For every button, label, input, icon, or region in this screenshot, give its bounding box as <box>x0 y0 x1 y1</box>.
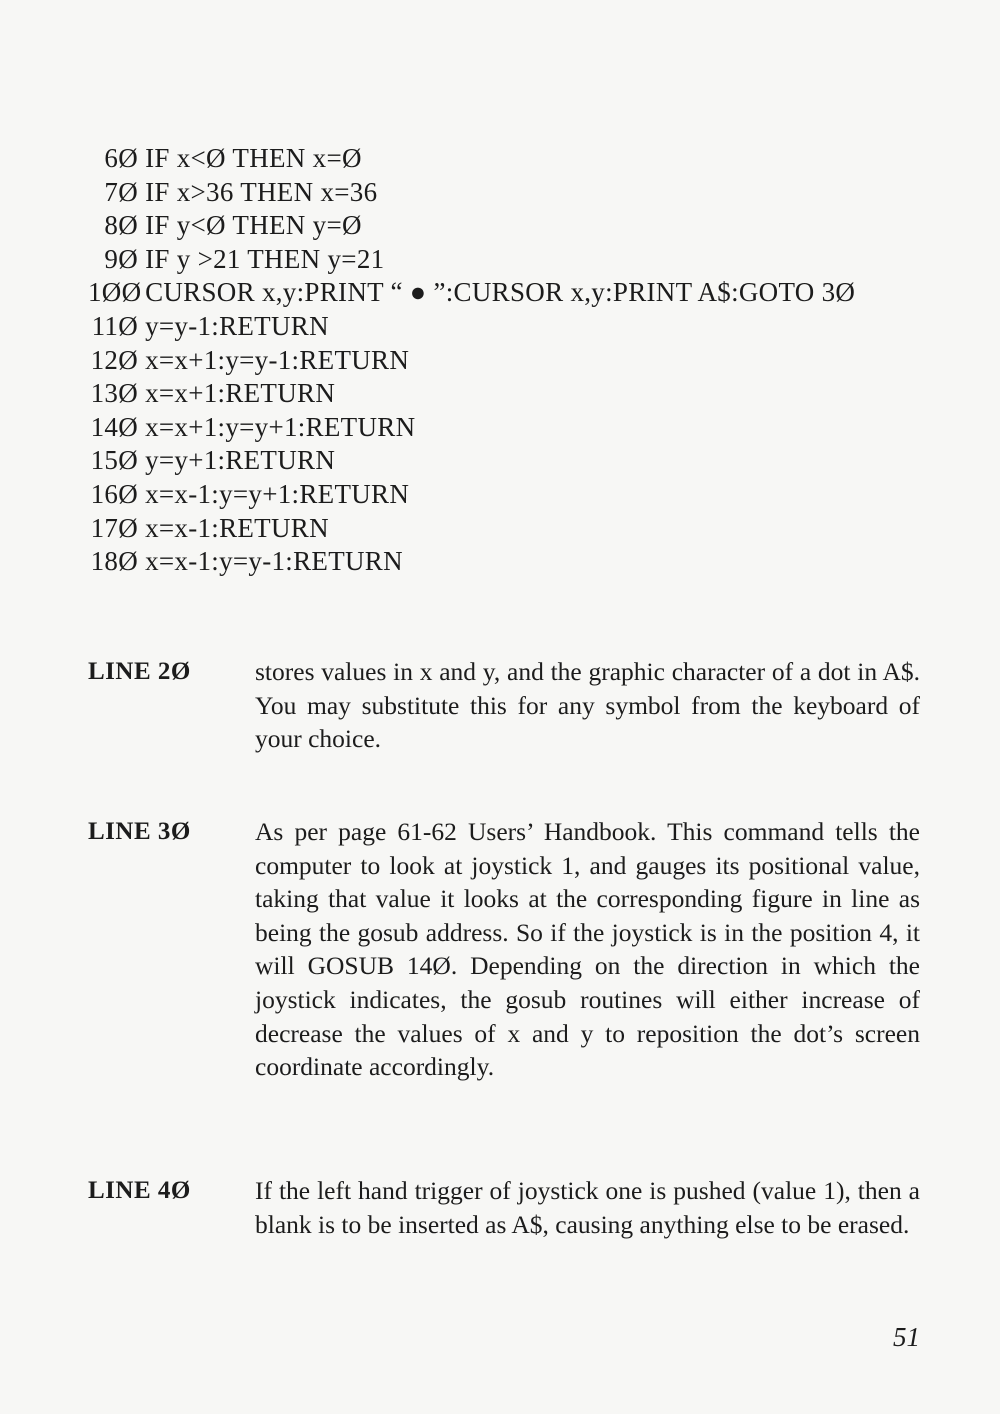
basic-code-listing <box>88 142 938 579</box>
section-label: LINE 4Ø <box>88 1177 191 1204</box>
code-text: IF y<Ø THEN y=Ø <box>145 210 362 241</box>
code-text: x=x+1:y=y-1:RETURN <box>145 344 410 375</box>
code-text: x=x+1:RETURN <box>145 378 336 409</box>
line-number: 1ØØ <box>88 277 142 308</box>
line-number: 8Ø <box>104 210 138 241</box>
code-line <box>88 545 938 579</box>
section-body: If the left hand trigger of joystick one is pushed (value 1), then a blank is to be inserted as A$, causing anything else to be erased. <box>255 1176 920 1239</box>
line-number: 17Ø <box>90 512 138 543</box>
line-number: 11Ø <box>91 310 138 341</box>
line-number: 12Ø <box>90 344 138 375</box>
code-line <box>88 512 938 546</box>
code-line <box>88 377 938 411</box>
code-text: y=y-1:RETURN <box>145 310 329 341</box>
page-number: 51 <box>893 1322 920 1352</box>
code-line <box>88 444 938 478</box>
code-line <box>88 478 938 512</box>
line-number: 14Ø <box>90 411 138 442</box>
code-text: x=x+1:y=y+1:RETURN <box>145 411 416 442</box>
line-number: 16Ø <box>90 478 138 509</box>
section-body: stores values in x and y, and the graphic character of a dot in A$. You may substitute this for any symbol from the keyboard of your choice. <box>255 657 920 754</box>
section-label: LINE 3Ø <box>88 818 191 845</box>
code-text: IF y >21 THEN y=21 <box>145 243 385 274</box>
code-text: x=x-1:y=y+1:RETURN <box>145 478 410 509</box>
code-text: x=x-1:y=y-1:RETURN <box>145 546 403 577</box>
code-text: IF x>36 THEN x=36 <box>145 176 378 207</box>
code-line <box>88 310 938 344</box>
code-text: IF x<Ø THEN x=Ø <box>145 143 362 173</box>
code-line <box>88 276 938 310</box>
code-text: x=x-1:RETURN <box>145 512 329 543</box>
line-number: 7Ø <box>104 176 138 207</box>
code-line <box>88 209 938 243</box>
code-text: CURSOR x,y:PRINT “ ● ”:CURSOR x,y:PRINT A$:GOTO 3Ø <box>145 277 856 308</box>
line-number: 9Ø <box>104 243 138 274</box>
section-label: LINE 2Ø <box>88 658 191 685</box>
section-body: As per page 61-62 Users’ Handbook. This command tells the computer to look at joystick 1, and gauges its positional value, taking that value it looks at the corresponding figure in line as being the gosub address. So if the joystick is in the position 4, it will GOSUB 14Ø. Depending on the direction in which the joystick indicates, the gosub routines will either increase of decrease the values of x and y to reposition the dot’s screen coordinate accordingly. <box>255 817 920 1082</box>
code-line <box>88 344 938 378</box>
code-line <box>88 411 938 445</box>
line-number: 6Ø <box>104 143 138 173</box>
line-number: 15Ø <box>90 445 138 476</box>
code-line <box>88 176 938 210</box>
line-number: 13Ø <box>90 378 138 409</box>
code-line <box>88 142 938 176</box>
code-line <box>88 243 938 277</box>
line-number: 18Ø <box>90 546 138 577</box>
code-text: y=y+1:RETURN <box>145 445 336 476</box>
